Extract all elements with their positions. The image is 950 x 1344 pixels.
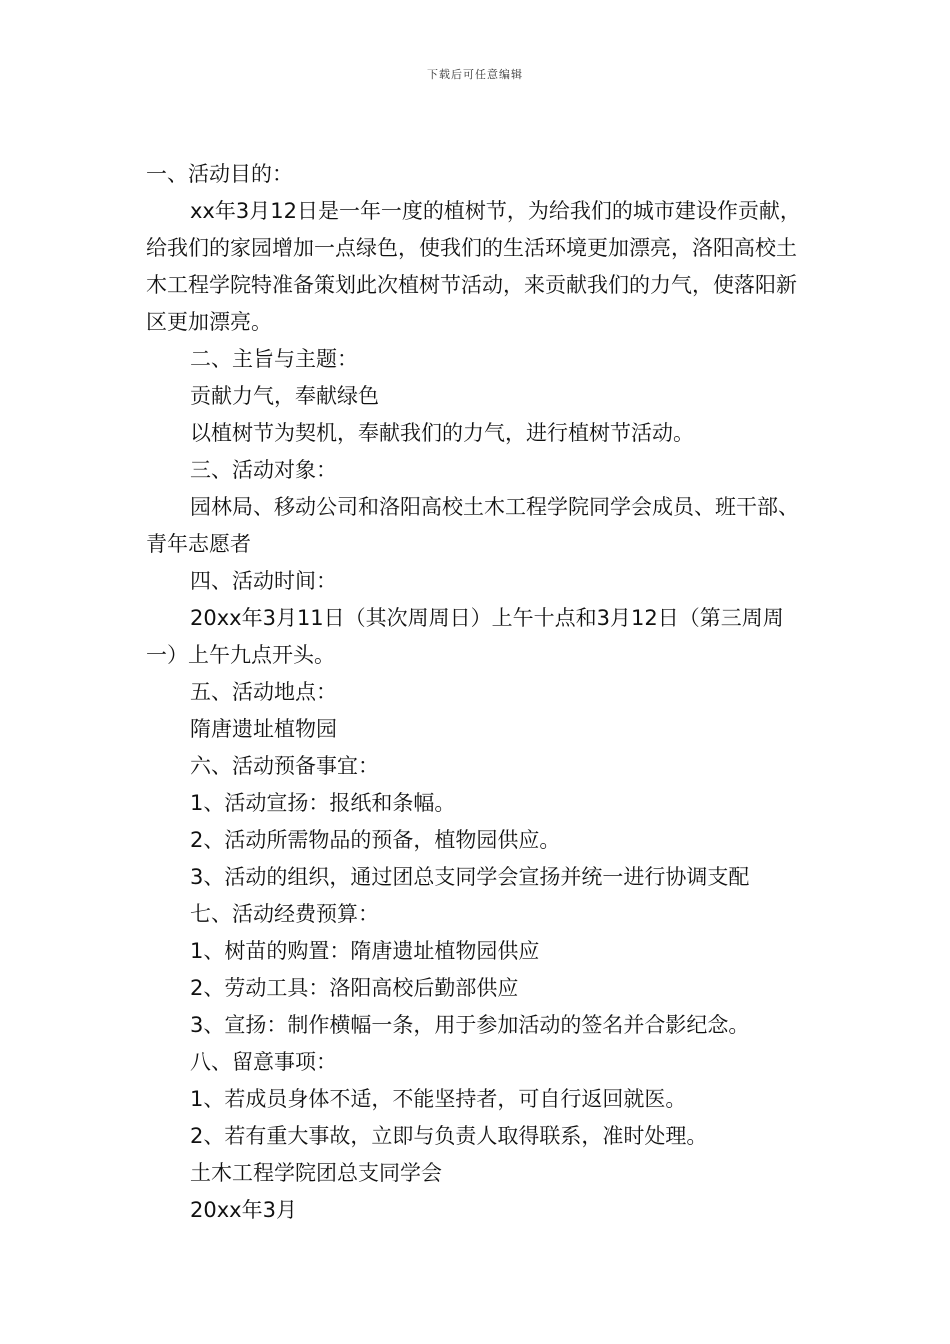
page-header-note: 下载后可任意编辑 xyxy=(427,68,523,81)
list-item-budget-2: 2、劳动工具：洛阳高校后勤部供应 xyxy=(190,976,519,1000)
paragraph-location: 隋唐遗址植物园 xyxy=(190,717,337,741)
section-heading-purpose: 一、活动目的： xyxy=(146,162,293,186)
paragraph-theme-slogan: 贡献力气，奉献绿色 xyxy=(190,384,379,408)
list-item-budget-3: 3、宣扬：制作横幅一条，用于参加活动的签名并合影纪念。 xyxy=(190,1013,750,1037)
list-item-budget-1: 1、树苗的购置：隋唐遗址植物园供应 xyxy=(190,939,540,963)
section-heading-time: 四、活动时间： xyxy=(190,569,337,593)
list-item-preparation-3: 3、活动的组织，通过团总支同学会宣扬并统一进行协调支配 xyxy=(190,865,750,889)
signature-date: 20xx年3月 xyxy=(190,1198,297,1222)
list-item-preparation-1: 1、活动宣扬：报纸和条幅。 xyxy=(190,791,456,815)
section-heading-location: 五、活动地点： xyxy=(190,680,337,704)
section-heading-budget: 七、活动经费预算： xyxy=(190,902,379,926)
list-item-notes-1: 1、若成员身体不适，不能坚持者，可自行返回就医。 xyxy=(190,1087,687,1111)
paragraph-time: 20xx年3月11日（其次周周日）上午十点和3月12日（第三周周一）上午九点开头。 xyxy=(146,606,784,667)
list-item-preparation-2: 2、活动所需物品的预备，植物园供应。 xyxy=(190,828,561,852)
document-body xyxy=(146,156,810,1229)
paragraph-participants: 园林局、移动公司和洛阳高校土木工程学院同学会成员、班干部、青年志愿者 xyxy=(146,495,799,556)
section-heading-preparation: 六、活动预备事宜： xyxy=(190,754,379,778)
section-heading-participants: 三、活动对象： xyxy=(190,458,337,482)
paragraph-theme-detail: 以植树节为契机，奉献我们的力气，进行植树节活动。 xyxy=(190,421,694,445)
list-item-notes-2: 2、若有重大事故，立即与负责人取得联系，准时处理。 xyxy=(190,1124,708,1148)
section-heading-notes: 八、留意事项： xyxy=(190,1050,337,1074)
signature-organization: 土木工程学院团总支同学会 xyxy=(190,1161,442,1185)
paragraph-purpose: xx年3月12日是一年一度的植树节，为给我们的城市建设作贡献，给我们的家园增加一点绿色，使我们的生活环境更加漂亮，洛阳高校土木工程学院特准备策划此次植树节活动，来贡献我们的力气，使落阳新区更加漂亮。 xyxy=(146,199,801,334)
section-heading-theme: 二、主旨与主题： xyxy=(190,347,358,371)
